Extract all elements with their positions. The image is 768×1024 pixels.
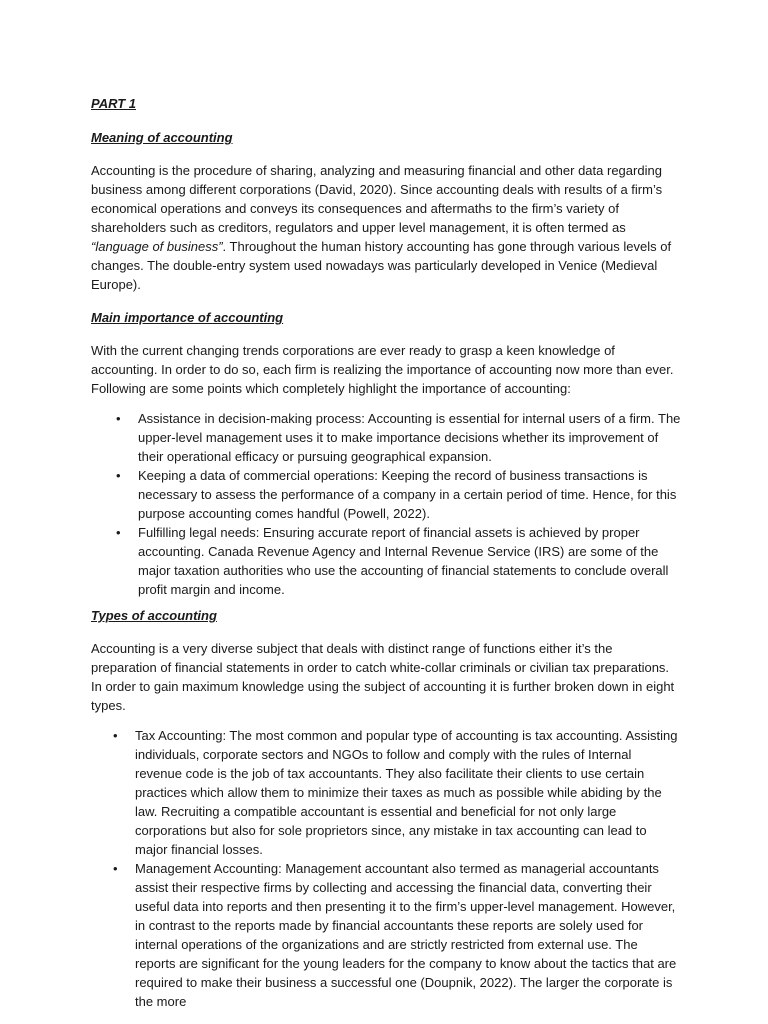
list-item: • Management Accounting: Management accountant also termed as managerial accountants assist their respective firms by collecting and accessing the financial data, converting their useful data into reports and then presenting it to the firm’s upper-level management. However, in contrast to the reports made by financial accountants these reports are solely used for internal operations of the organizations and are strictly restricted from external use. The reports are significant for the young leaders for the company to know about the tactics that are required to make their business a successful one (Doupnik, 2022). The larger the corporate is the more [91, 859, 681, 1011]
heading-main-importance: Main importance of accounting [91, 310, 284, 325]
list-item: • Fulfilling legal needs: Ensuring accurate report of financial assets is achieved by proper accounting. Canada Revenue Agency and Internal Revenue Service (IRS) are some of the major taxation authorities who use the accounting of financial statements to conclude overall profit margin and income. [91, 523, 681, 599]
list-item: • Keeping a data of commercial operations: Keeping the record of business transactions is necessary to assess the performance of a company in a certain period of time. Hence, for this purpose accounting comes handful (Powell, 2022). [91, 466, 681, 523]
paragraph-meaning-text: Accounting is the procedure of sharing, analyzing and measuring financial and other data regarding business among different corporations (David, 2020). Since accounting deals with results of a firm’s economical operations and conveys its consequences and aftermaths to the firm’s variety of shareholders such as creditors, regulators and upper level management, it is often termed as [91, 163, 663, 235]
paragraph-meaning [91, 161, 681, 294]
paragraph-meaning-text-cont: . Throughout the human history accounting has gone through various levels of changes. The double-entry system used nowadays was particularly developed in Venice (Medieval Europe). [91, 239, 672, 292]
list-item: • Assistance in decision-making process: Accounting is essential for internal users of a firm. The upper-level management uses it to make importance decisions whether its improvement of their operational efficacy or pursuing geographical expansion. [91, 409, 681, 466]
paragraph-types-intro: Accounting is a very diverse subject that deals with distinct range of functions either it’s the preparation of financial statements in order to catch white-collar criminals or civilian tax preparations. In order to gain maximum knowledge using the subject of accounting it is further broken down in eight types. [91, 641, 675, 713]
document-body [91, 90, 681, 1018]
heading-meaning-of-accounting: Meaning of accounting [91, 130, 233, 145]
quote-language-of-business: “language of business” [91, 239, 223, 254]
heading-types-of-accounting: Types of accounting [91, 608, 217, 623]
importance-bullet-list [91, 409, 681, 599]
types-bullet-list [91, 726, 681, 1011]
list-item: • Tax Accounting: The most common and popular type of accounting is tax accounting. Assisting individuals, corporate sectors and NGOs to follow and comply with the rules of Internal revenue code is the job of tax accountants. They also facilitate their clients to use certain practices which allow them to minimize their taxes as much as possible while abiding by the law. Recruiting a compatible accountant is essential and beneficial for not only large corporations but also for sole proprietors since, any mistake in tax accounting can lead to major financial losses. [91, 726, 681, 859]
paragraph-importance-intro: With the current changing trends corporations are ever ready to grasp a keen knowledge of accounting. In order to do so, each firm is realizing the importance of accounting now more than ever. Following are some points which completely highlight the importance of accounting: [91, 343, 674, 396]
part-label: PART 1 [91, 96, 137, 111]
